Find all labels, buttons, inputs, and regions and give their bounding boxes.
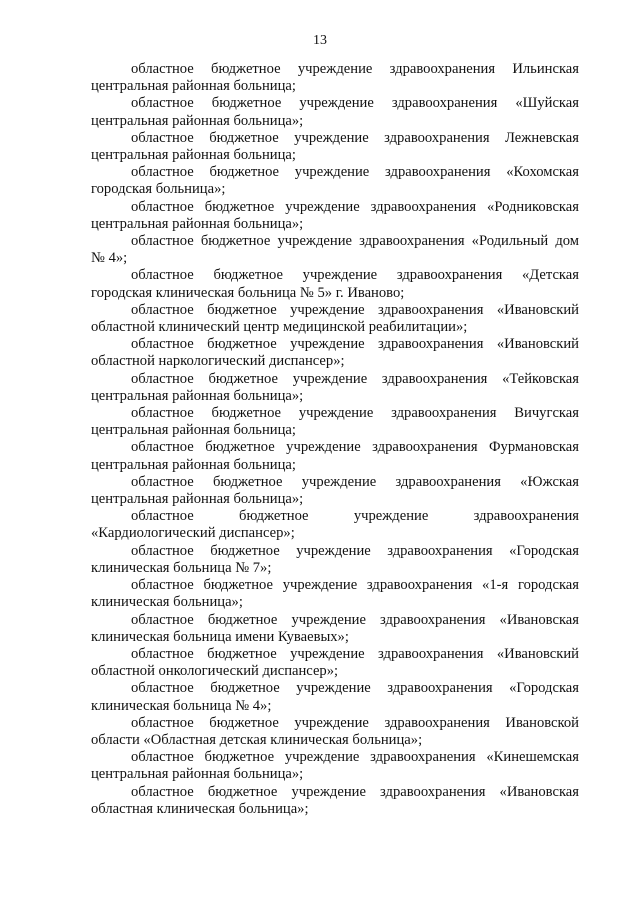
list-item: областное бюджетное учреждение здравоохранения «Шуйская центральная районная больница»; — [91, 95, 579, 129]
list-item: областное бюджетное учреждение здравоохранения «Кохомская городская больница»; — [91, 164, 579, 198]
list-item: областное бюджетное учреждение здравоохранения Фурмановская центральная районная больница; — [91, 439, 579, 473]
list-item: областное бюджетное учреждение здравоохранения «Детская городская клиническая больница № 5» г. Иваново; — [91, 267, 579, 301]
list-item: областное бюджетное учреждение здравоохранения «Ивановская клиническая больница имени Куваевых»; — [91, 611, 579, 645]
list-item: областное бюджетное учреждение здравоохранения Ильинская центральная районная больница; — [91, 61, 579, 95]
list-item: областное бюджетное учреждение здравоохранения Вичугская центральная районная больница; — [91, 405, 579, 439]
list-item: областное бюджетное учреждение здравоохранения «Родниковская центральная районная больница»; — [91, 198, 579, 232]
list-item: областное бюджетное учреждение здравоохранения «Ивановский областной онкологический диспансер»; — [91, 645, 579, 680]
list-item: областное бюджетное учреждение здравоохранения «Ивановская областная клиническая больница»; — [91, 783, 579, 817]
list-item: областное бюджетное учреждение здравоохранения «1-я городская клиническая больница»; — [91, 577, 579, 611]
list-item: областное бюджетное учреждение здравоохранения Ивановской области «Областная детская клиническая больница»; — [91, 714, 579, 748]
list-item: областное бюджетное учреждение здравоохранения «Родильный дом № 4»; — [91, 233, 579, 267]
list-item: областное бюджетное учреждение здравоохранения Лежневская центральная районная больница; — [91, 129, 579, 164]
list-item: областное бюджетное учреждение здравоохранения «Ивановский областной наркологический диспансер»; — [91, 336, 579, 370]
list-item: областное бюджетное учреждение здравоохранения «Тейковская центральная районная больница»; — [91, 370, 579, 404]
page-number: 13 — [313, 33, 327, 48]
list-item: областное бюджетное учреждение здравоохранения «Кинешемская центральная районная больница»; — [91, 749, 579, 783]
list-item: областное бюджетное учреждение здравоохранения «Городская клиническая больница № 4»; — [91, 680, 579, 714]
list-item: областное бюджетное учреждение здравоохранения «Южская центральная районная больница»; — [91, 473, 579, 508]
list-item: областное бюджетное учреждение здравоохранения «Ивановский областной клинический центр медицинской реабилитации»; — [91, 301, 579, 336]
document-body — [91, 61, 579, 818]
list-item: областное бюджетное учреждение здравоохранения «Городская клиническая больница № 7»; — [91, 542, 579, 576]
list-item: областное бюджетное учреждение здравоохранения «Кардиологический диспансер»; — [91, 508, 579, 542]
